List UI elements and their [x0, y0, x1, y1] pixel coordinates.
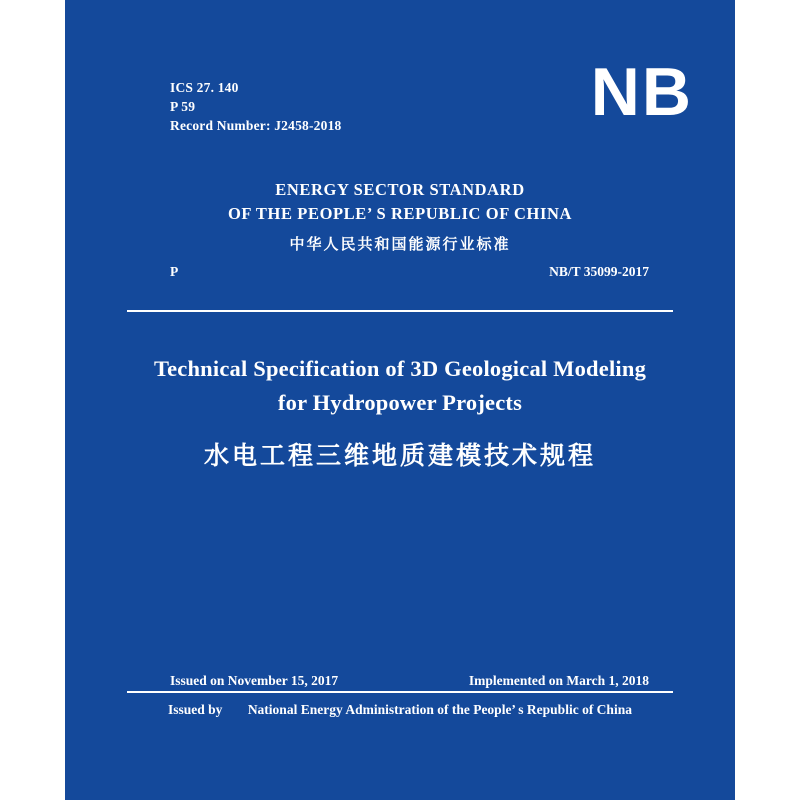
nb-logo: NB — [590, 54, 693, 130]
standard-line-cn: 中华人民共和国能源行业标准 — [289, 235, 511, 253]
dates-row — [170, 673, 649, 689]
issued-on-date: Issued on November 15, 2017 — [170, 673, 339, 688]
record-number: Record Number: J2458-2018 — [170, 118, 342, 133]
standard-cover-page — [65, 0, 735, 800]
header-code-block — [170, 78, 640, 135]
document-title-block — [105, 352, 695, 472]
title-en-line-2: for Hydropower Projects — [277, 390, 523, 415]
issued-by-label: Issued by — [168, 702, 223, 717]
issuer-name: National Energy Administration of the People’ s Republic of China — [247, 702, 632, 717]
standard-authority-block — [65, 178, 735, 254]
classification-code: P 59 — [170, 99, 196, 114]
standard-designation: NB/T 35099-2017 — [549, 264, 649, 279]
designation-row — [170, 264, 649, 280]
title-cn: 水电工程三维地质建模技术规程 — [203, 441, 596, 470]
title-en-line-1: Technical Specification of 3D Geological Modeling — [153, 356, 647, 381]
implemented-on-date: Implemented on March 1, 2018 — [468, 673, 649, 688]
category-letter: P — [170, 264, 179, 279]
standard-line-en-2: OF THE PEOPLE’ S REPUBLIC OF CHINA — [227, 204, 573, 223]
divider-top — [127, 310, 673, 312]
issuer-row — [65, 702, 735, 718]
divider-bottom — [127, 691, 673, 693]
standard-line-en-1: ENERGY SECTOR STANDARD — [275, 180, 525, 199]
ics-code: ICS 27. 140 — [170, 80, 239, 95]
